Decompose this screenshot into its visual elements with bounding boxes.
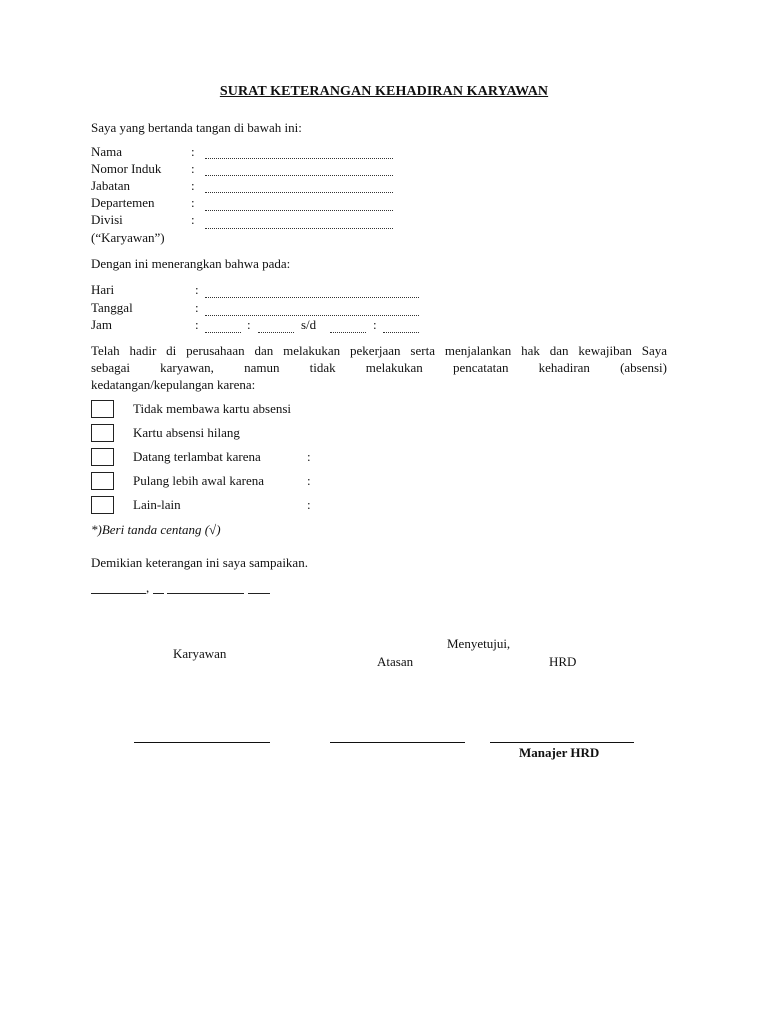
- day-input[interactable]: [153, 593, 164, 594]
- field-input-nama[interactable]: [205, 158, 393, 159]
- reason-checkbox[interactable]: [91, 448, 114, 466]
- reason-label: Kartu absensi hilang: [133, 425, 240, 440]
- field-input-jam-start-hour[interactable]: [205, 332, 241, 333]
- reason-label: Pulang lebih awal karena: [133, 473, 265, 488]
- field-input-hari[interactable]: [205, 297, 419, 298]
- field-colon: :: [195, 317, 199, 332]
- checkmark-note: *)Beri tanda centang (√): [91, 522, 221, 537]
- time-separator: :: [373, 317, 377, 332]
- signature-line-karyawan[interactable]: [134, 742, 270, 743]
- field-label-nomor-induk: Nomor Induk: [91, 161, 162, 176]
- signature-line-atasan[interactable]: [330, 742, 465, 743]
- year-input[interactable]: [248, 593, 270, 594]
- intro-text: Saya yang bertanda tangan di bawah ini:: [91, 120, 302, 135]
- field-label-divisi: Divisi: [91, 212, 123, 227]
- reason-checkbox[interactable]: [91, 496, 114, 514]
- signatory-karyawan: Karyawan: [173, 646, 227, 661]
- signatory-manajer-hrd: Manajer HRD: [519, 745, 600, 760]
- field-label-tanggal: Tanggal: [91, 300, 133, 315]
- reason-label: Datang terlambat karena: [133, 449, 261, 464]
- field-colon: :: [191, 178, 195, 193]
- statement-text: Dengan ini menerangkan bahwa pada:: [91, 256, 291, 271]
- field-input-tanggal[interactable]: [205, 315, 419, 316]
- closing-text: Demikian keterangan ini saya sampaikan.: [91, 555, 308, 570]
- paragraph-line: Telah hadir di perusahaan dan melakukan pekerjaan serta menjalankan hak dan kewajiban Saya: [91, 343, 667, 358]
- attendance-paragraph: [91, 342, 667, 393]
- month-input[interactable]: [167, 593, 244, 594]
- signatory-atasan: Atasan: [377, 654, 414, 669]
- reason-colon: :: [307, 449, 311, 464]
- field-input-nomor-induk[interactable]: [205, 175, 393, 176]
- field-label-hari: Hari: [91, 282, 115, 297]
- reason-checkbox[interactable]: [91, 472, 114, 490]
- place-date-comma: ,: [146, 580, 150, 595]
- reason-checkbox[interactable]: [91, 400, 114, 418]
- field-input-jam-end-hour[interactable]: [330, 332, 366, 333]
- reason-label: Tidak membawa kartu absensi: [133, 401, 292, 416]
- signatory-hrd: HRD: [549, 654, 577, 669]
- field-input-jam-start-minute[interactable]: [258, 332, 294, 333]
- document-title: SURAT KETERANGAN KEHADIRAN KARYAWAN: [219, 84, 549, 99]
- employee-alias: (“Karyawan”): [91, 230, 165, 245]
- field-input-departemen[interactable]: [205, 210, 393, 211]
- place-input[interactable]: [91, 593, 146, 594]
- paragraph-line: sebagai karyawan, namun tidak melakukan pencatatan kehadiran (absensi): [91, 360, 667, 375]
- time-range-label: s/d: [301, 317, 317, 332]
- field-label-jam: Jam: [91, 317, 112, 332]
- field-colon: :: [195, 282, 199, 297]
- approval-label: Menyetujui,: [447, 636, 511, 651]
- reason-checkbox[interactable]: [91, 424, 114, 442]
- time-separator: :: [247, 317, 251, 332]
- field-colon: :: [191, 144, 195, 159]
- paragraph-line: kedatangan/kepulangan karena:: [91, 377, 256, 392]
- reason-colon: :: [307, 473, 311, 488]
- field-label-departemen: Departemen: [91, 195, 155, 210]
- field-label-nama: Nama: [91, 144, 123, 159]
- signature-line-hrd[interactable]: [490, 742, 634, 743]
- field-input-jam-end-minute[interactable]: [383, 332, 419, 333]
- field-input-jabatan[interactable]: [205, 192, 393, 193]
- field-colon: :: [191, 195, 195, 210]
- field-label-jabatan: Jabatan: [91, 178, 130, 193]
- reason-colon: :: [307, 497, 311, 512]
- field-colon: :: [191, 161, 195, 176]
- field-colon: :: [195, 300, 199, 315]
- field-colon: :: [191, 212, 195, 227]
- reason-label: Lain-lain: [133, 497, 181, 512]
- field-input-divisi[interactable]: [205, 228, 393, 229]
